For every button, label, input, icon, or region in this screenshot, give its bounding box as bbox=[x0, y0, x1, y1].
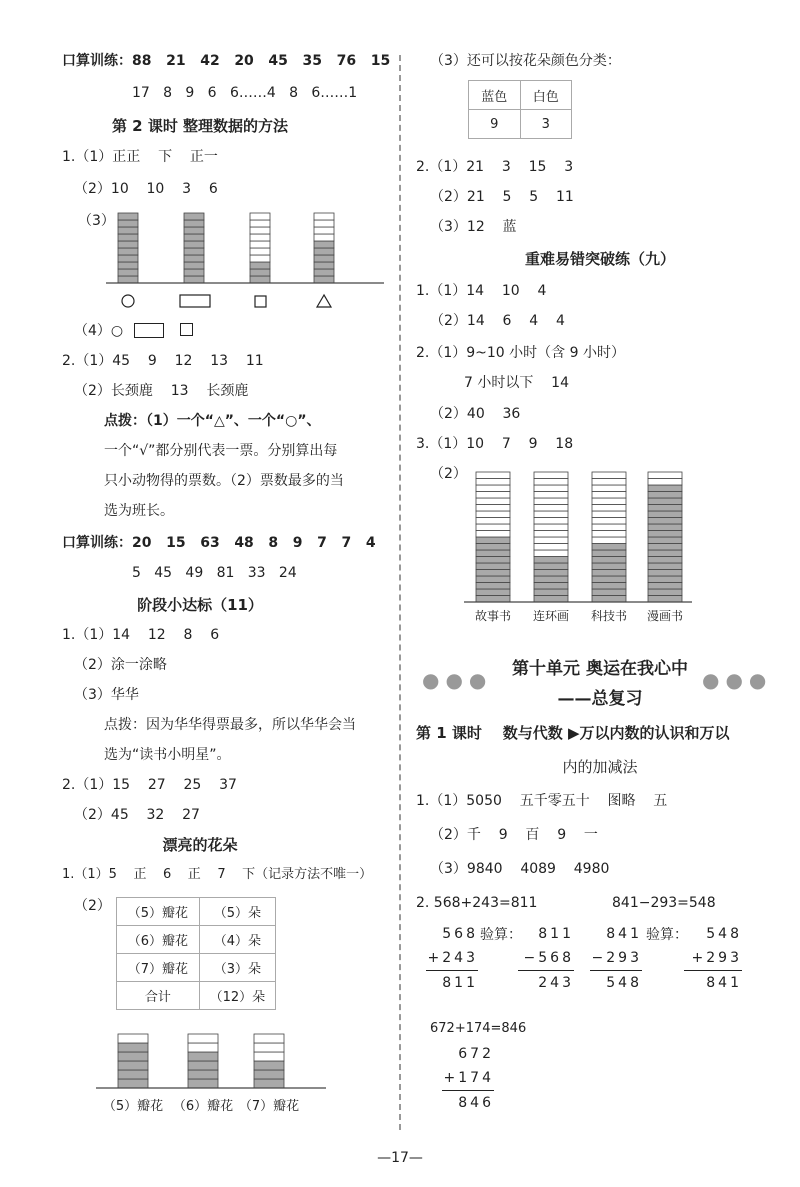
chart-bar-cell bbox=[592, 531, 626, 538]
chart-bar-cell bbox=[534, 524, 568, 531]
answer-line: （3）华华 bbox=[74, 687, 139, 703]
chart-bar-cell bbox=[534, 537, 568, 544]
chart-bar-cell bbox=[254, 1034, 284, 1043]
chart-bar-cell bbox=[592, 472, 626, 479]
chart-bar-cell bbox=[254, 1061, 284, 1070]
calc-result: 811 bbox=[426, 970, 478, 995]
rectangle-icon bbox=[180, 295, 210, 307]
chart-bar-cell bbox=[534, 479, 568, 486]
chart-bar-cell bbox=[476, 472, 510, 479]
chart-bar-cell bbox=[648, 492, 682, 499]
answer-line: 1.（1）5 正 6 正 7 下（记录方法不唯一） bbox=[62, 867, 373, 882]
chart-bar-cell bbox=[118, 227, 138, 234]
lesson-heading: 第 1 课时 数与代数 ▶万以内数的认识和万以 bbox=[416, 724, 730, 742]
answer-line: （2）14 6 4 4 bbox=[430, 313, 565, 329]
answer-line: （3） bbox=[78, 213, 115, 229]
chart-bar bbox=[534, 472, 568, 602]
unit-subheading: ——总复习 bbox=[557, 689, 643, 709]
table-cell: （5）瓣花 bbox=[117, 898, 200, 926]
chart-bar-cell bbox=[534, 557, 568, 564]
chart-bar-cell bbox=[592, 544, 626, 551]
calc-top: 841 bbox=[606, 926, 642, 942]
calc-op: +174 bbox=[443, 1070, 494, 1086]
chart-bar bbox=[476, 472, 510, 602]
chart-bar-cell bbox=[648, 479, 682, 486]
chart-bar-cell bbox=[184, 276, 204, 283]
chart-category-label: 漫画书 bbox=[646, 609, 684, 623]
chart-bar-cell bbox=[250, 269, 270, 276]
chart-bar-cell bbox=[188, 1061, 218, 1070]
chart-bar-cell bbox=[250, 213, 270, 220]
answer-line: 1.（1）14 10 4 bbox=[416, 283, 547, 299]
chart-bar-cell bbox=[592, 505, 626, 512]
chart-bar-cell bbox=[118, 1052, 148, 1061]
check-label: 验算： bbox=[646, 927, 688, 943]
chart-bar-cell bbox=[592, 596, 626, 603]
chart-bar-cell bbox=[592, 537, 626, 544]
chart-bar-cell bbox=[188, 1079, 218, 1088]
answer-line: 672+174=846 bbox=[430, 1021, 527, 1036]
chart-bar-cell bbox=[118, 241, 138, 248]
chart-bar-cell bbox=[476, 576, 510, 583]
chart-bar-cell bbox=[592, 563, 626, 570]
answer-line: 841−293=548 bbox=[612, 895, 716, 911]
chart-bar-cell bbox=[476, 511, 510, 518]
check-label: 验算： bbox=[480, 927, 522, 943]
answer-line: （4）○ bbox=[74, 323, 124, 339]
calc-top: 548 bbox=[706, 926, 742, 942]
hint-line: 选为“读书小明星”。 bbox=[104, 747, 231, 763]
chart-bar bbox=[118, 213, 138, 283]
vertical-calc bbox=[442, 1042, 494, 1115]
chart-bar-cell bbox=[534, 511, 568, 518]
chart-bar-cell bbox=[476, 544, 510, 551]
chart-bar-cell bbox=[648, 550, 682, 557]
chart-category-label: 科技书 bbox=[590, 609, 628, 623]
chart-bar-cell bbox=[188, 1070, 218, 1079]
table-row bbox=[117, 926, 276, 954]
chart-bar-cell bbox=[184, 213, 204, 220]
chart-bar bbox=[118, 1034, 148, 1088]
chart-bar-cell bbox=[592, 511, 626, 518]
section-heading-lesson2: 第 2 课时 整理数据的方法 bbox=[111, 117, 289, 135]
answer-line: （2）10 10 3 6 bbox=[74, 181, 218, 197]
chart-bar-cell bbox=[592, 550, 626, 557]
answer-line: （2）长颈鹿 13 长颈鹿 bbox=[74, 383, 249, 399]
chart-bar-cell bbox=[184, 220, 204, 227]
triangle-icon bbox=[317, 295, 331, 307]
chart-bar-cell bbox=[118, 234, 138, 241]
chart-bar-cell bbox=[476, 557, 510, 564]
chart-bar-cell bbox=[184, 269, 204, 276]
chart-bar-cell bbox=[250, 220, 270, 227]
chart-bar-cell bbox=[314, 255, 334, 262]
table-header: 蓝色 bbox=[469, 81, 521, 110]
chart-bar-cell bbox=[314, 276, 334, 283]
chart-bar-cell bbox=[250, 227, 270, 234]
chart-bar-cell bbox=[118, 1070, 148, 1079]
chart-bar-cell bbox=[118, 248, 138, 255]
oral-training-1: 口算训练：88 21 42 20 45 35 76 15 bbox=[62, 53, 391, 69]
table-row bbox=[117, 954, 276, 982]
table-row bbox=[117, 982, 276, 1010]
chart-bar-cell bbox=[648, 524, 682, 531]
chart-bar-cell bbox=[118, 1061, 148, 1070]
chart-bar-cell bbox=[534, 485, 568, 492]
chart-bar-cell bbox=[648, 537, 682, 544]
chart-bar-cell bbox=[534, 505, 568, 512]
table-header: 白色 bbox=[520, 81, 572, 110]
answer-line: （3）还可以按花朵颜色分类： bbox=[430, 53, 621, 69]
table-cell: （6）瓣花 bbox=[117, 926, 200, 954]
chart-bar-cell bbox=[314, 227, 334, 234]
oral-training-2-cont: 5 45 49 81 33 24 bbox=[132, 565, 297, 581]
chart-category-label: 故事书 bbox=[474, 609, 512, 623]
section-heading-practice: 重难易错突破练（九） bbox=[524, 250, 675, 268]
chart-bar-cell bbox=[314, 213, 334, 220]
section-heading-flowers: 漂亮的花朵 bbox=[162, 836, 238, 854]
flower-bar-chart bbox=[94, 1028, 334, 1118]
chart-bar-cell bbox=[476, 550, 510, 557]
chart-bar-cell bbox=[534, 472, 568, 479]
chart-bar-cell bbox=[184, 248, 204, 255]
chart-bar-cell bbox=[592, 492, 626, 499]
calc-top: 568 bbox=[442, 926, 478, 942]
shapes-bar-chart bbox=[100, 205, 390, 315]
color-table bbox=[468, 80, 572, 139]
chart-bar-cell bbox=[534, 531, 568, 538]
chart-bar-cell bbox=[648, 531, 682, 538]
chart-bar-cell bbox=[592, 524, 626, 531]
chart-bar-cell bbox=[534, 596, 568, 603]
table-cell: （5）朵 bbox=[199, 898, 275, 926]
chart-bar-cell bbox=[118, 1079, 148, 1088]
answer-line: 2.（1）21 3 15 3 bbox=[416, 159, 574, 175]
chart-bar-cell bbox=[592, 589, 626, 596]
chart-bar-cell bbox=[250, 241, 270, 248]
calc-result: 548 bbox=[590, 970, 642, 995]
chart-category-label: （5）瓣花 bbox=[102, 1099, 164, 1114]
chart-bar bbox=[648, 472, 682, 602]
chart-bar-cell bbox=[592, 498, 626, 505]
chart-bar-cell bbox=[314, 248, 334, 255]
answer-line: （2）21 5 5 11 bbox=[430, 189, 574, 205]
chart-bar-cell bbox=[648, 596, 682, 603]
lesson-heading-cont: 内的加减法 bbox=[562, 758, 638, 776]
answer-line: 2.（1）45 9 12 13 11 bbox=[62, 353, 264, 369]
answer-line: 2.（1）15 27 25 37 bbox=[62, 777, 237, 793]
answer-line: （2）涂一涂略 bbox=[74, 657, 167, 673]
chart-bar bbox=[250, 213, 270, 283]
vertical-calc bbox=[684, 922, 742, 995]
chart-bar-cell bbox=[592, 518, 626, 525]
chart-bar-cell bbox=[476, 505, 510, 512]
calc-op: +243 bbox=[427, 950, 478, 966]
chart-bar-cell bbox=[534, 589, 568, 596]
table-cell: （7）瓣花 bbox=[117, 954, 200, 982]
answer-line: 1.（1）正正 下 正一 bbox=[62, 149, 218, 165]
chart-bar-cell bbox=[188, 1043, 218, 1052]
hint-line: 一个“√”都分别代表一票。分别算出每 bbox=[104, 443, 338, 459]
chart-bar-cell bbox=[648, 511, 682, 518]
right-column bbox=[400, 0, 800, 1187]
chart-bar-cell bbox=[476, 518, 510, 525]
chart-bar-cell bbox=[314, 220, 334, 227]
flower-table bbox=[116, 897, 276, 1010]
chart-bar-cell bbox=[118, 220, 138, 227]
chart-bar-cell bbox=[314, 269, 334, 276]
oral-training-1-cont: 17 8 9 6 6……4 8 6……1 bbox=[132, 85, 358, 101]
chart-bar-cell bbox=[118, 276, 138, 283]
calc-op: −293 bbox=[591, 950, 642, 966]
chart-bar-cell bbox=[314, 241, 334, 248]
chart-bar-cell bbox=[250, 248, 270, 255]
chart-bar-cell bbox=[592, 576, 626, 583]
calc-result: 243 bbox=[518, 970, 574, 995]
table-row bbox=[117, 898, 276, 926]
chart-bar-cell bbox=[592, 485, 626, 492]
chart-bar-cell bbox=[250, 262, 270, 269]
chart-bar-cell bbox=[476, 492, 510, 499]
chart-bar-cell bbox=[314, 234, 334, 241]
vertical-calc bbox=[426, 922, 478, 995]
chart-bar-cell bbox=[188, 1052, 218, 1061]
chart-bar bbox=[188, 1034, 218, 1088]
decor-dots-right: ●●● bbox=[702, 668, 773, 692]
chart-bar-cell bbox=[592, 570, 626, 577]
decor-dots-left: ●●● bbox=[422, 668, 493, 692]
table-cell: 9 bbox=[469, 110, 521, 139]
chart-bar-cell bbox=[476, 589, 510, 596]
book-bar-chart bbox=[460, 466, 700, 626]
chart-bar-cell bbox=[534, 576, 568, 583]
table-cell: （4）朵 bbox=[199, 926, 275, 954]
chart-bar-cell bbox=[184, 255, 204, 262]
square-icon bbox=[255, 296, 266, 307]
chart-bar-cell bbox=[118, 255, 138, 262]
chart-bar-cell bbox=[250, 276, 270, 283]
chart-bar-cell bbox=[534, 498, 568, 505]
chart-bar bbox=[592, 472, 626, 602]
calc-result: 846 bbox=[442, 1090, 494, 1115]
answer-line: （2） bbox=[430, 466, 467, 482]
chart-bar-cell bbox=[188, 1034, 218, 1043]
calc-top: 672 bbox=[458, 1046, 494, 1062]
chart-bar-cell bbox=[476, 596, 510, 603]
rectangle-icon bbox=[134, 323, 164, 338]
table-cell: （3）朵 bbox=[199, 954, 275, 982]
chart-bar-cell bbox=[648, 505, 682, 512]
chart-bar-cell bbox=[648, 563, 682, 570]
chart-bar-cell bbox=[476, 537, 510, 544]
chart-bar-cell bbox=[648, 518, 682, 525]
square-icon bbox=[180, 323, 193, 336]
chart-bar bbox=[254, 1034, 284, 1088]
chart-bar-cell bbox=[118, 269, 138, 276]
answer-line: （3）9840 4089 4980 bbox=[430, 861, 610, 877]
answer-line: （2）千 9 百 9 一 bbox=[430, 827, 598, 843]
answer-line: （2）40 36 bbox=[430, 406, 521, 422]
table-cell: 3 bbox=[520, 110, 572, 139]
chart-bar-cell bbox=[476, 498, 510, 505]
hint-line: 点拨：（1）一个“△”、一个“○”、 bbox=[104, 413, 321, 429]
chart-bar-cell bbox=[592, 583, 626, 590]
hint-line: 选为班长。 bbox=[104, 503, 174, 519]
vertical-calc bbox=[590, 922, 642, 995]
chart-bar-cell bbox=[534, 544, 568, 551]
chart-bar-cell bbox=[254, 1079, 284, 1088]
chart-bar-cell bbox=[118, 213, 138, 220]
chart-bar-cell bbox=[592, 479, 626, 486]
answer-line: 2. 568+243=811 bbox=[416, 895, 538, 911]
chart-bar-cell bbox=[592, 557, 626, 564]
answer-line: （3）12 蓝 bbox=[430, 219, 517, 235]
calc-top: 811 bbox=[538, 926, 574, 942]
chart-bar-cell bbox=[118, 1034, 148, 1043]
chart-bar-cell bbox=[534, 563, 568, 570]
chart-bar-cell bbox=[184, 262, 204, 269]
answer-line: 3.（1）10 7 9 18 bbox=[416, 436, 574, 452]
chart-bar-cell bbox=[250, 255, 270, 262]
unit-heading: 第十单元 奥运在我心中 bbox=[512, 659, 688, 679]
chart-bar-cell bbox=[476, 563, 510, 570]
calc-op: −568 bbox=[523, 950, 574, 966]
answer-line: 1.（1）14 12 8 6 bbox=[62, 627, 220, 643]
circle-icon bbox=[122, 295, 134, 307]
answer-line: 2.（1）9~10 小时（含 9 小时） bbox=[416, 345, 625, 361]
chart-bar bbox=[314, 213, 334, 283]
chart-bar-cell bbox=[184, 234, 204, 241]
chart-bar-cell bbox=[648, 570, 682, 577]
chart-bar-cell bbox=[534, 492, 568, 499]
oral-training-2: 口算训练：20 15 63 48 8 9 7 7 4 bbox=[62, 535, 376, 551]
chart-bar-cell bbox=[250, 234, 270, 241]
page-number: —17— bbox=[377, 1150, 423, 1166]
chart-bar-cell bbox=[476, 583, 510, 590]
chart-bar-cell bbox=[648, 583, 682, 590]
chart-category-label: （7）瓣花 bbox=[238, 1099, 300, 1114]
chart-bar-cell bbox=[254, 1043, 284, 1052]
table-cell: 合计 bbox=[117, 982, 200, 1010]
chart-bar-cell bbox=[648, 472, 682, 479]
chart-bar-cell bbox=[476, 479, 510, 486]
chart-bar-cell bbox=[254, 1070, 284, 1079]
chart-bar-cell bbox=[118, 262, 138, 269]
chart-bar-cell bbox=[476, 570, 510, 577]
chart-bar-cell bbox=[534, 550, 568, 557]
vertical-calc bbox=[518, 922, 574, 995]
chart-bar-cell bbox=[476, 485, 510, 492]
table-cell: （12）朵 bbox=[199, 982, 275, 1010]
calc-result: 841 bbox=[684, 970, 742, 995]
chart-bar-cell bbox=[184, 227, 204, 234]
answer-line: （2） bbox=[74, 898, 111, 914]
calc-op: +293 bbox=[691, 950, 742, 966]
chart-bar-cell bbox=[534, 583, 568, 590]
chart-bar-cell bbox=[648, 485, 682, 492]
chart-bar-cell bbox=[648, 589, 682, 596]
chart-bar-cell bbox=[184, 241, 204, 248]
chart-bar-cell bbox=[476, 524, 510, 531]
chart-bar-cell bbox=[254, 1052, 284, 1061]
chart-bar-cell bbox=[314, 262, 334, 269]
chart-bar-cell bbox=[534, 518, 568, 525]
chart-bar-cell bbox=[648, 544, 682, 551]
chart-bar-cell bbox=[534, 570, 568, 577]
answer-line: 1.（1）5050 五千零五十 图略 五 bbox=[416, 793, 668, 809]
hint-line: 只小动物得的票数。（2）票数最多的当 bbox=[104, 473, 344, 489]
chart-bar-cell bbox=[118, 1043, 148, 1052]
answer-line: （2）45 32 27 bbox=[74, 807, 200, 823]
chart-bar-cell bbox=[476, 531, 510, 538]
chart-bar bbox=[184, 213, 204, 283]
chart-bar-cell bbox=[648, 576, 682, 583]
hint-line: 点拨：因为华华得票最多，所以华华会当 bbox=[104, 717, 356, 733]
section-heading-stage: 阶段小达标（11） bbox=[137, 596, 263, 614]
chart-category-label: 连环画 bbox=[532, 609, 570, 623]
chart-bar-cell bbox=[648, 557, 682, 564]
chart-category-label: （6）瓣花 bbox=[172, 1099, 234, 1114]
chart-bar-cell bbox=[648, 498, 682, 505]
answer-line: 7 小时以下 14 bbox=[464, 375, 569, 391]
